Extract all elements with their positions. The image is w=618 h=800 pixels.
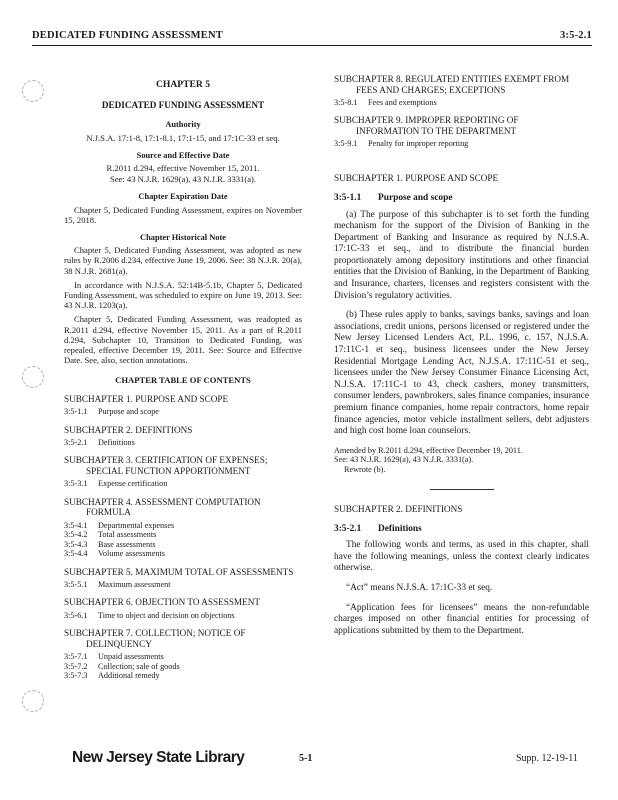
toc-subchapter-cont: SPECIAL FUNCTION APPORTIONMENT <box>86 465 251 476</box>
toc-entry-number: 3:5-4.4 <box>64 549 88 559</box>
toc-entry-text: Collection; sale of goods <box>98 661 180 671</box>
history-paragraph-1: Chapter 5, Dedicated Funding Assessment, was adopted as new rules by R.2006 d.234, effective June 19, 2006. See: 38 N.J.R. 20(a), 38 N.J.R. 2681(a). <box>64 245 302 276</box>
toc-entry-number: 3:5-8.1 <box>334 98 358 107</box>
amendment-note <box>334 446 589 475</box>
toc-subchapter-9-title: SUBCHAPTER 9. IMPROPER REPORTING OF <box>334 115 519 126</box>
toc-entry-text: Unpaid assessments <box>98 652 164 662</box>
header-rule <box>32 45 592 46</box>
supplement-date: Supp. 12-19-11 <box>516 753 578 764</box>
toc-entry-number: 3:5-7.2 <box>64 661 88 671</box>
toc-entry <box>334 98 589 107</box>
authority-heading: Authority <box>165 120 201 130</box>
toc-entry-number: 3:5-6.1 <box>64 610 88 620</box>
header-title: DEDICATED FUNDING ASSESSMENT <box>32 30 223 41</box>
toc-subchapter <box>64 425 302 436</box>
toc-subchapter <box>64 497 302 518</box>
page-number: 5-1 <box>299 753 313 764</box>
table-of-contents <box>64 394 302 681</box>
toc-entry <box>64 479 302 488</box>
toc-entry-number: 3:5-4.1 <box>64 520 88 530</box>
toc-entry-text: Fees and exemptions <box>368 98 437 107</box>
left-column <box>64 74 302 681</box>
toc-entry <box>64 407 302 416</box>
toc-entry-text: Penalty for improper reporting <box>368 139 469 149</box>
toc-entry-number: 3:5-4.3 <box>64 539 88 549</box>
punch-hole-middle <box>22 366 44 388</box>
expiration-heading: Chapter Expiration Date <box>138 192 228 202</box>
toc-entry-number: 3:5-5.1 <box>64 580 88 590</box>
toc-subchapter <box>64 597 302 608</box>
subchapter-2-heading: SUBCHAPTER 2. DEFINITIONS <box>334 503 463 514</box>
running-header <box>32 30 592 46</box>
history-paragraph-3: Chapter 5, Dedicated Funding Assessment, was readopted as R.2011 d.294, effective November 15, 2011. As a part of R.2011 d.294, Subchapter 10, Transition to Dedicated Funding, was repealed, effective December 19, 2011. See: Source and Effective Date. See, also, section annotations. <box>64 314 302 366</box>
toc-entry-text: Additional remedy <box>98 671 160 681</box>
toc-entry <box>64 662 302 671</box>
library-watermark: New Jersey State Library <box>72 749 245 766</box>
toc-entry <box>64 438 302 447</box>
amendment-line-3: Rewrote (b). <box>344 464 386 474</box>
toc-entry <box>64 521 302 530</box>
toc-subchapter-title: SUBCHAPTER 1. PURPOSE AND SCOPE <box>64 393 229 404</box>
toc-entry-number: 3:5-9.1 <box>334 139 358 149</box>
toc-entry <box>64 549 302 558</box>
amendment-line-2: See: 43 N.J.R. 1629(a), 43 N.J.R. 3331(a). <box>334 455 474 465</box>
history-paragraph-2: In accordance with N.J.S.A. 52:14B-5.1b, Chapter 5, Dedicated Funding Assessment, was scheduled to expire on June 19, 2013. See: 43 N.J.R. 1203(a). <box>64 279 302 311</box>
chapter-number: CHAPTER 5 <box>155 79 211 90</box>
expiration-text: Chapter 5, Dedicated Funding Assessment, expires on November 15, 2018. <box>64 204 302 225</box>
header-section-number: 3:5-2.1 <box>559 30 592 41</box>
toc-entry-text: Departmental expenses <box>98 520 175 530</box>
toc-entry-number: 3:5-2.1 <box>64 438 88 448</box>
toc-entry <box>64 540 302 549</box>
paragraph-a: (a) The purpose of this subchapter is to set forth the funding mechanism for the support of the Division of Banking in the Department of Banking and Insurance as required by N.J.S.A. 17:1C-33 et seq., and to distribute the financial burden proportionately among depository institutions and other financial entities that the Division of Banking, in the Department of Banking and Insurance, charters, licenses and registers consistent with the Division’s regulatory activities. <box>334 209 589 301</box>
toc-subchapter-title: SUBCHAPTER 4. ASSESSMENT COMPUTATION <box>64 496 261 507</box>
section-number: 3:5-1.1 <box>334 193 362 204</box>
paragraph-b: (b) These rules apply to banks, savings banks, savings and loan associations, credit unions, persons licensed or registered under the New Jersey Licensed Lenders Act, P.L. 1996, c. 157, N.J.S.A. 17:11C-1 et seq., business licensees under the New Jersey Residential Mortgage Lending Act, N.J.S.A. 17:11C-51 et seq., licensees under the New Jersey Consumer Finance Licensing Act, N.J.S.A. 17:11C-1 to 43, check cashers, money transmitters, consumer lenders, pawnbrokers, sales finance companies, insurance premium finance companies, home repair contractors, home repair finance agencies, motor vehicle installment sellers, debt adjusters and high cost home loan counselors. <box>334 310 589 437</box>
section-number: 3:5-2.1 <box>334 524 362 535</box>
toc-subchapter-8-title: SUBCHAPTER 8. REGULATED ENTITIES EXEMPT FROM <box>334 74 570 84</box>
toc-entry-text: Purpose and scope <box>98 407 159 417</box>
toc-subchapter-8-cont: FEES AND CHARGES; EXCEPTIONS <box>356 84 506 95</box>
toc-entry-text: Base assessments <box>98 539 156 549</box>
toc-entry <box>334 139 589 148</box>
punch-hole-bottom <box>22 690 44 712</box>
section-title: Definitions <box>378 524 422 535</box>
punch-hole-top <box>22 80 44 102</box>
toc-entry-text: Volume assessments <box>98 549 165 559</box>
source-heading: Source and Effective Date <box>136 150 230 160</box>
section-divider <box>430 489 494 490</box>
toc-subchapter-9 <box>334 115 589 136</box>
source-line-2: See: 43 N.J.R. 1629(a), 43 N.J.R. 3331(a). <box>109 174 257 185</box>
toc-entry-text: Time to object and decision on objections <box>98 610 235 620</box>
toc-entry <box>64 611 302 620</box>
definition-application-fees: “Application fees for licensees” means the non-refundable charges imposed on other financial entities for processing of applications submitted by them to the Department. <box>334 602 589 636</box>
toc-entry-text: Expense certification <box>98 479 168 489</box>
toc-subchapter <box>64 567 302 578</box>
toc-entry-number: 3:5-7.3 <box>64 671 88 681</box>
toc-subchapter-title: SUBCHAPTER 5. MAXIMUM TOTAL OF ASSESSMENTS <box>64 566 294 577</box>
right-column <box>334 74 589 645</box>
toc-entry <box>64 652 302 661</box>
toc-entry-number: 3:5-3.1 <box>64 479 88 489</box>
toc-entry <box>64 671 302 680</box>
toc-subchapter <box>64 628 302 649</box>
definitions-intro: The following words and terms, as used in this chapter, shall have the following meanings, unless the context clearly indicates otherwise. <box>334 540 589 574</box>
toc-subchapter-title: SUBCHAPTER 6. OBJECTION TO ASSESSMENT <box>64 597 260 608</box>
toc-entry-number: 3:5-7.1 <box>64 652 88 662</box>
toc-entry <box>64 580 302 589</box>
toc-heading: CHAPTER TABLE OF CONTENTS <box>115 375 251 386</box>
toc-entry-number: 3:5-1.1 <box>64 407 88 417</box>
toc-entry-text: Total assessments <box>98 530 157 540</box>
toc-subchapter-title: SUBCHAPTER 7. COLLECTION; NOTICE OF <box>64 628 246 639</box>
toc-entry <box>64 530 302 539</box>
toc-entry-text: Maximum assessment <box>98 580 171 590</box>
chapter-title: DEDICATED FUNDING ASSESSMENT <box>101 100 265 111</box>
toc-subchapter-title: SUBCHAPTER 3. CERTIFICATION OF EXPENSES; <box>64 455 268 466</box>
authority-text: N.J.S.A. 17:1-8, 17:1-8.1, 17:1-15, and 17:1C-33 et seq. <box>86 132 280 143</box>
definition-act: “Act” means N.J.S.A. 17:1C-33 et seq. <box>346 583 493 594</box>
toc-subchapter <box>64 394 302 405</box>
source-line-1: R.2011 d.294, effective November 15, 2011. <box>106 163 260 174</box>
toc-subchapter-8 <box>334 74 589 95</box>
section-heading <box>334 193 589 203</box>
toc-subchapter-cont: FORMULA <box>86 507 131 518</box>
history-heading: Chapter Historical Note <box>140 233 226 243</box>
toc-subchapter-9-cont: INFORMATION TO THE DEPARTMENT <box>356 125 517 136</box>
amendment-line-1: Amended by R.2011 d.294, effective December 19, 2011. <box>334 445 523 455</box>
toc-subchapter <box>64 455 302 476</box>
toc-subchapter-title: SUBCHAPTER 2. DEFINITIONS <box>64 424 193 435</box>
subchapter-1-heading: SUBCHAPTER 1. PURPOSE AND SCOPE <box>334 172 499 183</box>
toc-subchapter-cont: DELINQUENCY <box>86 638 152 649</box>
section-heading <box>334 524 589 534</box>
section-title: Purpose and scope <box>378 193 453 204</box>
toc-entry-number: 3:5-4.2 <box>64 530 88 540</box>
toc-entry-text: Definitions <box>98 438 135 448</box>
